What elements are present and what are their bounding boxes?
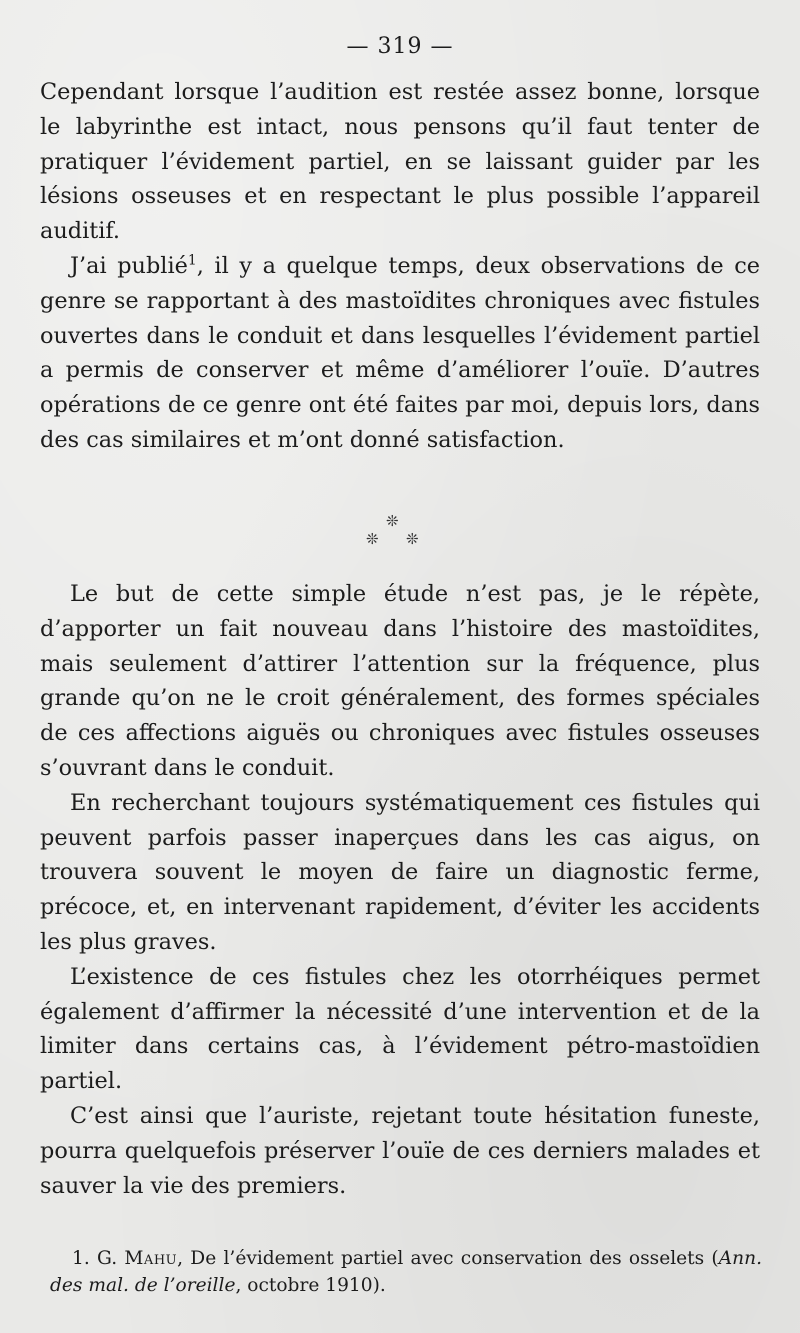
footnote-date: , octobre 1910). — [235, 1275, 386, 1296]
asterism-star-icon: ❊ — [366, 530, 379, 548]
asterism-star-icon: ❊ — [406, 530, 419, 548]
paragraph-cependant: Cependant lorsque l’audition est restée assez bonne, lorsque le labyrinthe est intact, nous pensons qu’il faut tenter de pratiquer l’évidement partiel, en se laissant guider par les lésions osseuses et en respectant le plus possible l’appareil auditif. — [40, 79, 760, 245]
footnote-author-name: Mahu — [124, 1248, 178, 1269]
page-number: — 319 — — [346, 34, 454, 59]
paragraph-lexistence: L’existence de ces fistules chez les otorrhéiques permet également d’affirmer la nécessité d’une intervention et de la limiter dans certains cas, à l’évidement pétro-mastoïdien partiel. — [40, 963, 760, 1095]
asterism-star-icon: ❊ — [386, 512, 399, 530]
footnote-author-initial: G. — [97, 1248, 118, 1269]
paragraph-le-but: Le but de cette simple étude n’est pas, je le répète, d’apporter un fait nouveau dans l’histoire des mastoïdites, mais seulement d’attirer l’attention sur la fréquence, plus grande qu’on ne le croit généralement, des formes spéciales de ces affections aiguës ou chroniques avec fistules osseuses s’ouvrant dans le conduit. — [40, 581, 760, 781]
paragraph-cest-ainsi: C’est ainsi que l’auriste, rejetant toute hésitation funeste, pourra quelquefois préserver l’ouïe de ces derniers malades et sauver la vie des premiers. — [40, 1102, 760, 1199]
asterism-separator — [360, 514, 424, 548]
footnote-journal: Ann. des mal. de l’oreille — [50, 1248, 762, 1296]
footnote-number: 1. — [72, 1248, 90, 1269]
text-block-conclusion — [40, 577, 760, 1203]
text-block-top — [40, 75, 760, 458]
footnote-title: , De l’évidement partiel avec conservation des osselets ( — [177, 1248, 719, 1269]
paragraph-text-start: J’ai publié — [70, 252, 188, 279]
paragraph-en-recherchant: En recherchant toujours systématiquement ces fistules qui peuvent parfois passer inaperçues dans les cas aigus, on trouvera souvent le moyen de faire un diagnostic ferme, précoce, et, en intervenant rapidement, d’éviter les accidents les plus graves. — [40, 789, 760, 955]
footnote — [50, 1245, 762, 1299]
paragraph-text-rest: , il y a quelque temps, deux observations de ce genre se rapportant à des mastoïdites chroniques avec fistules ouvertes dans le conduit et dans lesquelles l’évidement partiel a permis de conserver et même d’améliorer l’ouïe. D’autres opérations de ce genre ont été faites par moi, depuis lors, dans des cas similaires et m’ont donné satisfaction. — [40, 252, 760, 453]
paragraph-jai-publie — [40, 249, 760, 458]
footnote-reference: 1 — [187, 252, 197, 269]
